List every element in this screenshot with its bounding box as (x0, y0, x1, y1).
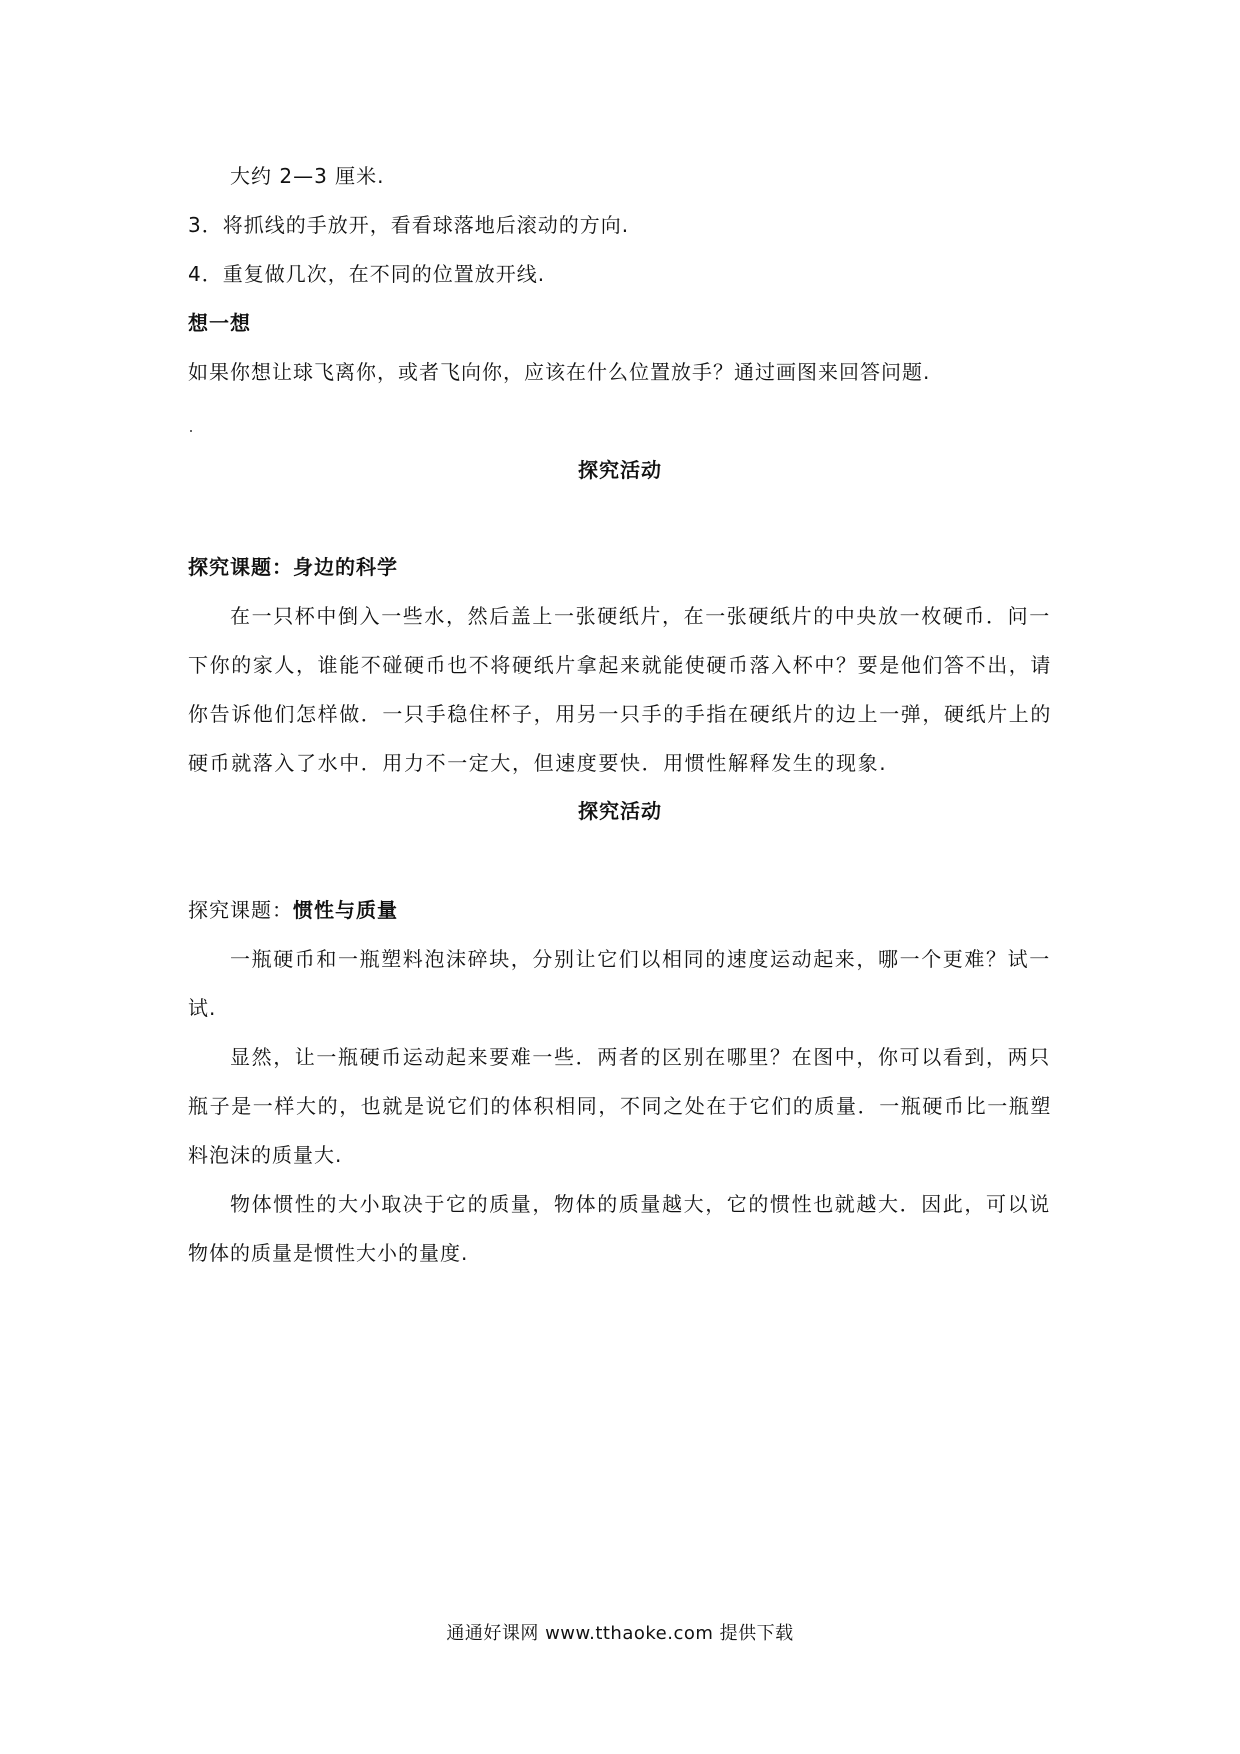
activity-heading-1: 探究活动 (578, 458, 662, 482)
topic-heading-1: 探究课题：身边的科学 (188, 555, 398, 579)
activity-heading-2: 探究活动 (578, 799, 662, 823)
paragraph-3-line-1: 显然，让一瓶硬币运动起来要难一些．两者的区别在哪里？在图中，你可以看到，两只 (230, 1045, 1051, 1069)
topic-prefix: 探究课题： (188, 898, 293, 922)
page-footer: 通通好课网 www.tthaoke.com 提供下载 (446, 1623, 794, 1644)
step-4: 4．重复做几次，在不同的位置放开线. (188, 262, 546, 286)
paragraph-1-line-2: 下你的家人，谁能不碰硬币也不将硬纸片拿起来就能使硬币落入杯中？要是他们答不出，请 (188, 653, 1052, 677)
topic-heading-2 (188, 896, 1068, 924)
paragraph-2-line-2: 试. (188, 996, 217, 1020)
paragraph-4-line-2: 物体的质量是惯性大小的量度. (188, 1241, 469, 1265)
paragraph-2-line-1: 一瓶硬币和一瓶塑料泡沫碎块，分别让它们以相同的速度运动起来，哪一个更难？试一 (230, 947, 1051, 971)
think-question: 如果你想让球飞离你，或者飞向你，应该在什么位置放手？通过画图来回答问题. (188, 360, 931, 384)
step-2-continuation: 大约 2—3 厘米. (230, 164, 385, 188)
paragraph-1-line-4: 硬币就落入了水中．用力不一定大，但速度要快．用惯性解释发生的现象. (188, 751, 888, 775)
paragraph-3-line-3: 料泡沫的质量大. (188, 1143, 343, 1167)
paragraph-1-line-3: 你告诉他们怎样做．一只手稳住杯子，用另一只手的手指在硬纸片的边上一弹，硬纸片上的 (188, 702, 1052, 726)
stray-dot (190, 430, 192, 432)
paragraph-3-line-2: 瓶子是一样大的，也就是说它们的体积相同，不同之处在于它们的质量．一瓶硬币比一瓶塑 (188, 1094, 1052, 1118)
step-3: 3．将抓线的手放开，看看球落地后滚动的方向. (188, 213, 630, 237)
topic-title: 惯性与质量 (293, 898, 398, 922)
paragraph-1-line-1: 在一只杯中倒入一些水，然后盖上一张硬纸片，在一张硬纸片的中央放一枚硬币．问一 (230, 604, 1051, 628)
think-heading: 想一想 (188, 311, 251, 335)
paragraph-4-line-1: 物体惯性的大小取决于它的质量，物体的质量越大，它的惯性也就越大．因此，可以说 (230, 1192, 1051, 1216)
